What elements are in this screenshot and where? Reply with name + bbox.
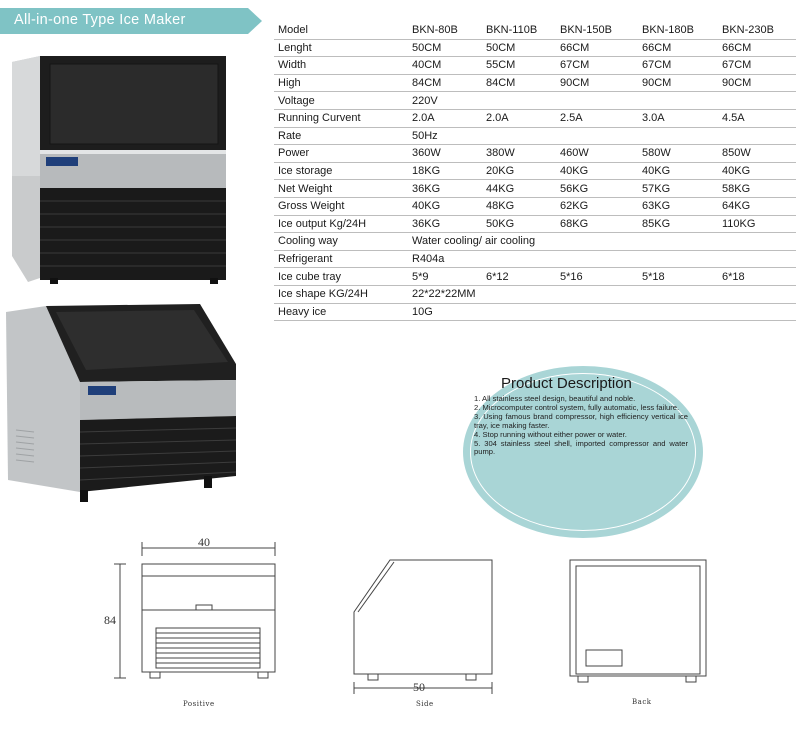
spec-row [274, 145, 796, 163]
spec-label: Ice storage [274, 162, 412, 180]
model-name: BKN-150B [560, 22, 642, 39]
spec-value: 36KG [412, 215, 486, 233]
spec-row [274, 180, 796, 198]
spec-label: Heavy ice [274, 303, 412, 321]
spec-value: 220V [412, 92, 796, 110]
spec-value: 55CM [486, 57, 560, 75]
spec-row [274, 285, 796, 303]
spec-value: 90CM [560, 74, 642, 92]
spec-value: 58KG [722, 180, 796, 198]
model-name: BKN-110B [486, 22, 560, 39]
spec-value: 67CM [560, 57, 642, 75]
description-list [474, 395, 688, 457]
spec-label: Rate [274, 127, 412, 145]
spec-label: Net Weight [274, 180, 412, 198]
description-item: 2. Microcomputer control system, fully automatic, less failure. [474, 402, 680, 412]
spec-value: 90CM [722, 74, 796, 92]
model-name: BKN-230B [722, 22, 796, 39]
spec-value: 84CM [486, 74, 560, 92]
spec-value: 110KG [722, 215, 796, 233]
spec-label: Cooling way [274, 233, 412, 251]
spec-label: High [274, 74, 412, 92]
ice-maker-photo-angled [4, 300, 242, 510]
spec-label: Lenght [274, 39, 412, 57]
spec-value: 63KG [642, 197, 722, 215]
front-view-label: Positive [183, 700, 215, 708]
front-height-dimension: 84 [104, 613, 116, 627]
spec-value: 6*12 [486, 268, 560, 286]
spec-row [274, 109, 796, 127]
side-depth-dimension: 50 [413, 680, 425, 694]
spec-value: 850W [722, 145, 796, 163]
spec-label: Ice output Kg/24H [274, 215, 412, 233]
spec-value: 5*9 [412, 268, 486, 286]
spec-value: 67CM [642, 57, 722, 75]
spec-value: 48KG [486, 197, 560, 215]
spec-row [274, 74, 796, 92]
spec-value: R404a [412, 250, 796, 268]
spec-value: 3.0A [642, 109, 722, 127]
spec-label: Ice cube tray [274, 268, 412, 286]
spec-row [274, 39, 796, 57]
spec-value: 62KG [560, 197, 642, 215]
spec-row [274, 268, 796, 286]
spec-row [274, 250, 796, 268]
spec-value: 5*16 [560, 268, 642, 286]
spec-value: 580W [642, 145, 722, 163]
spec-value: 36KG [412, 180, 486, 198]
back-view-label: Back [632, 698, 652, 706]
spec-value: 40KG [642, 162, 722, 180]
spec-label: Power [274, 145, 412, 163]
spec-value: 50Hz [412, 127, 796, 145]
back-view-drawing [566, 556, 716, 686]
spec-row [274, 197, 796, 215]
spec-value: 40CM [412, 57, 486, 75]
spec-value: 4.5A [722, 109, 796, 127]
spec-value: 22*22*22MM [412, 285, 796, 303]
spec-value: 10G [412, 303, 796, 321]
description-item: 1. All stainless steel design, beautiful and noble. [474, 394, 636, 403]
spec-value: 2.0A [486, 109, 560, 127]
spec-value: 57KG [642, 180, 722, 198]
spec-label: Refrigerant [274, 250, 412, 268]
spec-row [274, 233, 796, 251]
spec-row [274, 127, 796, 145]
spec-label: Gross Weight [274, 197, 412, 215]
spec-value: 380W [486, 145, 560, 163]
model-name: BKN-180B [642, 22, 722, 39]
spec-label: Running Curvent [274, 109, 412, 127]
spec-table [274, 22, 796, 321]
spec-value: 40KG [722, 162, 796, 180]
spec-label: Model [274, 22, 412, 39]
model-name: BKN-80B [412, 22, 486, 39]
spec-value: 85KG [642, 215, 722, 233]
spec-value: 2.5A [560, 109, 642, 127]
spec-label: Voltage [274, 92, 412, 110]
side-view-label: Side [416, 700, 434, 708]
spec-value: 90CM [642, 74, 722, 92]
description-title: Product Description [501, 375, 632, 392]
spec-value: 50CM [486, 39, 560, 57]
spec-value: Water cooling/ air cooling [412, 233, 796, 251]
side-view-drawing [348, 556, 498, 696]
spec-header-row [274, 22, 796, 39]
spec-value: 40KG [412, 197, 486, 215]
front-width-dimension: 40 [198, 536, 210, 549]
spec-value: 18KG [412, 162, 486, 180]
spec-value: 20KG [486, 162, 560, 180]
spec-value: 460W [560, 145, 642, 163]
spec-value: 68KG [560, 215, 642, 233]
spec-row [274, 215, 796, 233]
spec-row [274, 57, 796, 75]
spec-value: 5*18 [642, 268, 722, 286]
spec-value: 2.0A [412, 109, 486, 127]
spec-row [274, 162, 796, 180]
description-item: 4. Stop running without either power or water. [474, 429, 627, 439]
page-title: All-in-one Type Ice Maker [14, 12, 186, 28]
spec-value: 6*18 [722, 268, 796, 286]
ice-maker-photo-front [10, 56, 230, 286]
spec-value: 66CM [722, 39, 796, 57]
spec-value: 67CM [722, 57, 796, 75]
title-banner [0, 8, 262, 34]
spec-value: 64KG [722, 197, 796, 215]
spec-row [274, 92, 796, 110]
spec-value: 56KG [560, 180, 642, 198]
spec-label: Ice shape KG/24H [274, 285, 412, 303]
spec-value: 50CM [412, 39, 486, 57]
spec-value: 44KG [486, 180, 560, 198]
front-view-drawing [100, 536, 290, 696]
spec-value: 40KG [560, 162, 642, 180]
spec-value: 360W [412, 145, 486, 163]
spec-value: 50KG [486, 215, 560, 233]
description-item: 3. Using famous brand compressor, high efficiency vertical ice tray, ice making faster. [474, 411, 688, 430]
spec-row [274, 303, 796, 321]
description-item: 5. 304 stainless steel shell, imported compressor and water pump. [474, 438, 688, 457]
spec-value: 66CM [560, 39, 642, 57]
spec-label: Width [274, 57, 412, 75]
spec-value: 84CM [412, 74, 486, 92]
spec-value: 66CM [642, 39, 722, 57]
